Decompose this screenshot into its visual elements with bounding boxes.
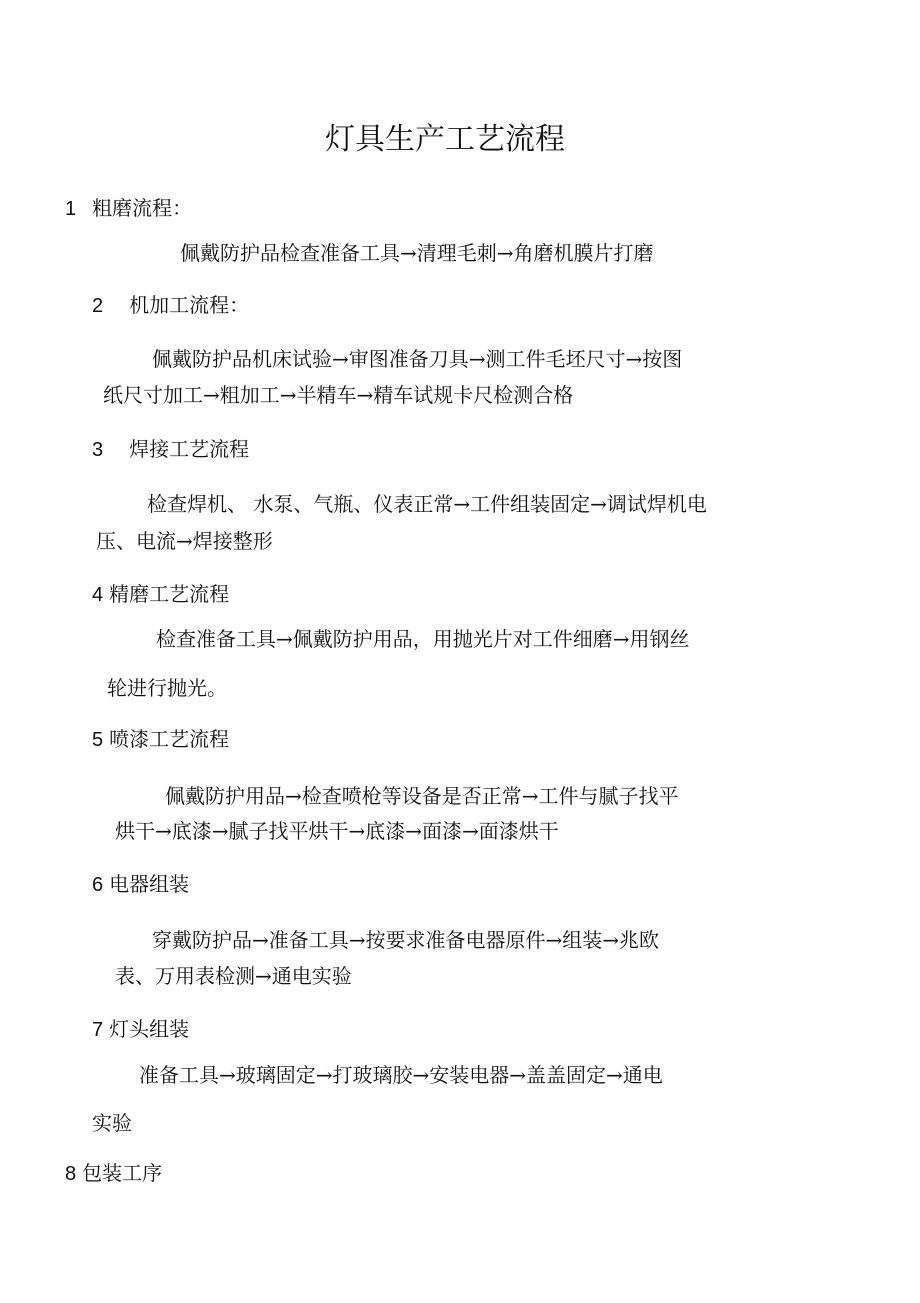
section-7-heading xyxy=(92,1016,189,1043)
section-5-line-1: 佩戴防护用品→检查喷枪等设备是否正常→工件与腻子找平 xyxy=(165,784,679,808)
section-5-line-2: 烘干→底漆→腻子找平烘干→底漆→面漆→面漆烘干 xyxy=(115,819,559,843)
document-title: 灯具生产工艺流程 xyxy=(325,122,565,157)
section-title: 喷漆工艺流程 xyxy=(109,727,230,751)
section-title: 粗磨流程： xyxy=(92,196,193,220)
section-title: 机加工流程： xyxy=(129,293,250,317)
section-title: 电器组装 xyxy=(109,872,190,896)
section-3-line-1: 检查焊机、 水泵、气瓶、仪表正常→工件组装固定→调试焊机电 xyxy=(147,492,707,516)
section-number: 2 xyxy=(92,295,104,317)
section-3-heading xyxy=(92,436,249,463)
section-number: 8 xyxy=(65,1163,77,1185)
section-number: 4 xyxy=(92,584,104,606)
section-title: 灯头组装 xyxy=(109,1017,190,1041)
section-number: 1 xyxy=(65,198,77,220)
section-number: 3 xyxy=(92,439,104,461)
section-2-line-1: 佩戴防护品机床试验→审图准备刀具→测工件毛坯尺寸→按图 xyxy=(152,347,683,371)
section-4-heading xyxy=(92,581,229,608)
section-1-heading xyxy=(65,195,192,222)
section-8-heading xyxy=(65,1160,162,1187)
section-6-heading xyxy=(92,871,189,898)
section-title: 焊接工艺流程 xyxy=(129,437,250,461)
section-7-line-2: 实验 xyxy=(92,1111,132,1135)
section-6-line-1: 穿戴防护品→准备工具→按要求准备电器原件→组装→兆欧 xyxy=(152,928,660,952)
section-4-line-1: 检查准备工具→佩戴防护用品，用抛光片对工件细磨→用钢丝 xyxy=(156,627,690,651)
section-4-line-2: 轮进行抛光。 xyxy=(107,676,227,700)
section-number: 7 xyxy=(92,1019,104,1041)
section-title: 包装工序 xyxy=(82,1161,163,1185)
section-number: 5 xyxy=(92,729,104,751)
section-1-line-1: 佩戴防护品检查准备工具→清理毛刺→角磨机膜片打磨 xyxy=(180,241,654,265)
section-3-line-2: 压、电流→焊接整形 xyxy=(96,529,273,553)
section-title: 精磨工艺流程 xyxy=(109,582,230,606)
section-5-heading xyxy=(92,726,229,753)
section-6-line-2: 表、万用表检测→通电实验 xyxy=(115,964,352,988)
section-2-line-2: 纸尺寸加工→粗加工→半精车→精车试规卡尺检测合格 xyxy=(103,383,574,407)
section-2-heading xyxy=(92,292,249,319)
section-number: 6 xyxy=(92,874,104,896)
section-7-line-1: 准备工具→玻璃固定→打玻璃胶→安装电器→盖盖固定→通电 xyxy=(139,1063,663,1087)
